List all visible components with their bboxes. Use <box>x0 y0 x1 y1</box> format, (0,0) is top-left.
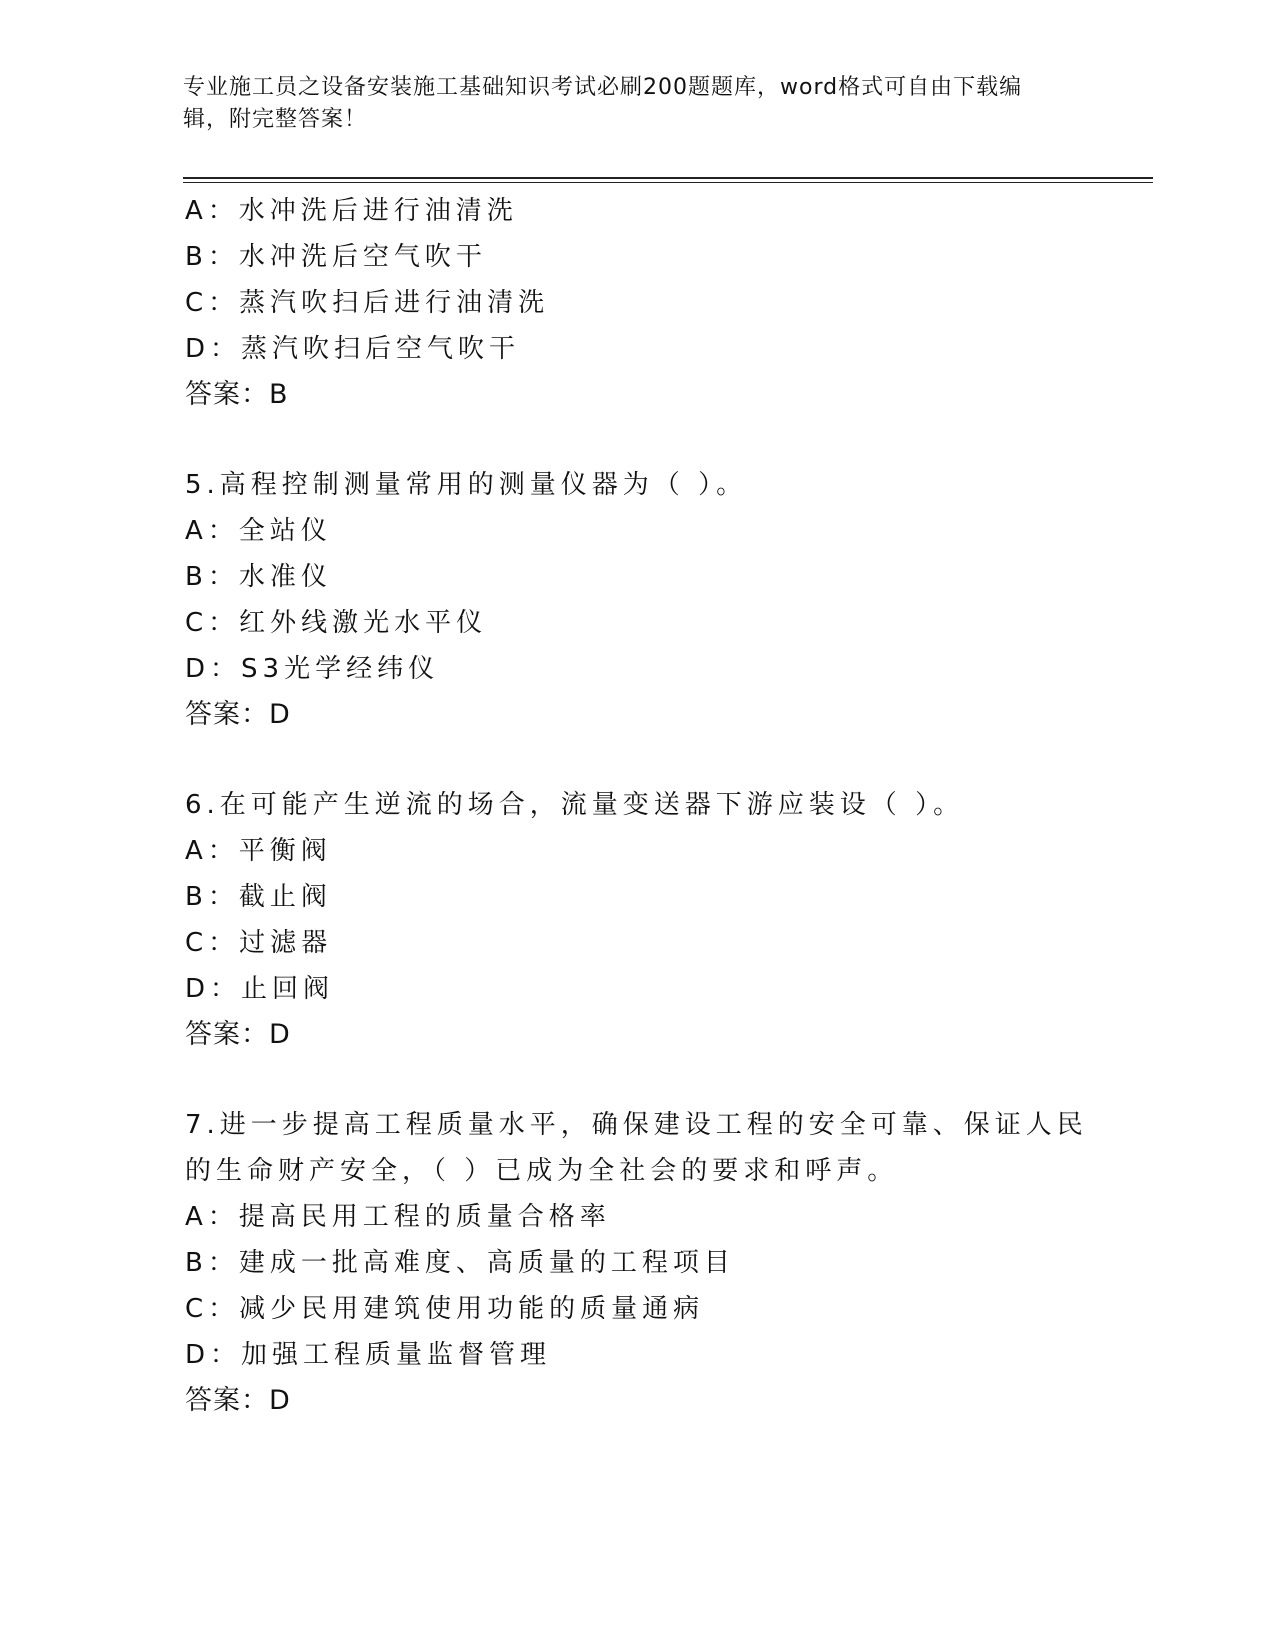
spacer <box>185 418 1125 462</box>
option-d: D：S3光学经纬仪 <box>185 654 440 684</box>
option-b: B：水冲洗后空气吹干 <box>185 242 487 272</box>
answer-line: 答案：D <box>185 1385 291 1416</box>
question-block-4 <box>185 188 1125 418</box>
question-text: 6.在可能产生逆流的场合，流量变送器下游应装设（ ）。 <box>185 790 965 820</box>
option-c: C：减少民用建筑使用功能的质量通病 <box>185 1294 705 1324</box>
option-b: B：水准仪 <box>185 562 332 592</box>
option-a: A：提高民用工程的质量合格率 <box>185 1202 611 1232</box>
option-d: D：止回阀 <box>185 974 335 1004</box>
question-text: 7.进一步提高工程质量水平，确保建设工程的安全可靠、保证人民的生命财产安全，（ ）已成为全社会的要求和呼声。 <box>185 1110 1088 1186</box>
option-c: C：蒸汽吹扫后进行油清洗 <box>185 288 550 318</box>
spacer <box>185 738 1125 782</box>
question-block-7 <box>185 1102 1125 1424</box>
option-d: D：蒸汽吹扫后空气吹干 <box>185 334 521 364</box>
question-block-6 <box>185 782 1125 1058</box>
question-block-5 <box>185 462 1125 738</box>
document-header: 专业施工员之设备安装施工基础知识考试必刷200题题库，word格式可自由下载编辑，附完整答案！ <box>183 75 1023 132</box>
answer-line: 答案：D <box>185 1019 291 1050</box>
option-a: A：平衡阀 <box>185 836 332 866</box>
answer-line: 答案：B <box>185 379 289 410</box>
option-b: B：截止阀 <box>185 882 332 912</box>
spacer <box>185 1058 1125 1102</box>
question-list <box>185 188 1125 1424</box>
option-a: A：全站仪 <box>185 516 332 546</box>
question-text: 5.高程控制测量常用的测量仪器为（ ）。 <box>185 470 748 500</box>
answer-line: 答案：D <box>185 699 291 730</box>
option-d: D：加强工程质量监督管理 <box>185 1340 552 1370</box>
header-divider <box>183 177 1153 183</box>
option-c: C：红外线激光水平仪 <box>185 608 488 638</box>
option-a: A：水冲洗后进行油清洗 <box>185 196 518 226</box>
option-c: C：过滤器 <box>185 928 333 958</box>
option-b: B：建成一批高难度、高质量的工程项目 <box>185 1248 735 1278</box>
